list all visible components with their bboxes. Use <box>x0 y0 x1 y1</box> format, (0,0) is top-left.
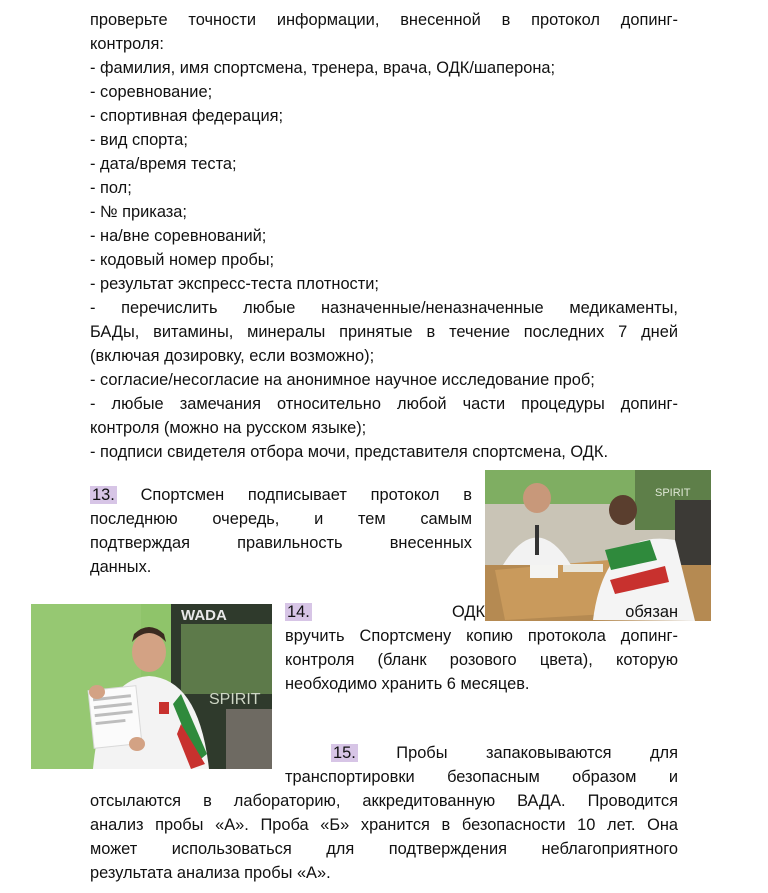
list-item: - соревнование; <box>90 83 213 101</box>
step14-line-4: необходимо хранить 6 месяцев. <box>285 675 530 693</box>
step13-line-1 <box>90 483 472 507</box>
meds-line-2: БАДы, витамины, минералы принятые в течение последних 7 дней <box>90 323 678 341</box>
signing-photo <box>485 470 711 621</box>
athlete-photo <box>31 604 272 769</box>
step14-line-3: контроля (бланк розового цвета), которую <box>285 651 678 669</box>
step15-text: Пробы запаковываются для <box>396 744 678 762</box>
list-item: - № приказа; <box>90 203 187 221</box>
step14-number: 14. <box>287 603 310 621</box>
intro-line-1: проверьте точности информации, внесенной в протокол допинг- <box>90 11 678 29</box>
list-item: - пол; <box>90 179 132 197</box>
list-item: - дата/время теста; <box>90 155 237 173</box>
list-item: - результат экспресс-теста плотности; <box>90 275 379 293</box>
step15-line-3: отсылаются в лабораторию, аккредитованную ВАДА. Проводится <box>90 792 678 810</box>
signatures-line: - подписи свидетеля отбора мочи, представителя спортсмена, ОДК. <box>90 443 609 461</box>
step13-line-4: данных. <box>90 558 152 576</box>
step15-number: 15. <box>333 744 356 762</box>
step15-line-6: результата анализа пробы «А». <box>90 864 331 882</box>
step13-line-3: подтверждая правильность внесенных <box>90 534 472 552</box>
step15-line-1 <box>331 741 678 765</box>
step15-line-5: может использоваться для подтверждения неблагоприятного <box>90 840 678 858</box>
meds-line-3: (включая дозировку, если возможно); <box>90 347 375 365</box>
step13-text: Спортсмен подписывает протокол в <box>140 486 472 504</box>
meds-line-1: - перечислить любые назначенные/неназначенные медикаменты, <box>90 299 678 317</box>
step15-line-4: анализ пробы «А». Проба «Б» хранится в безопасности 10 лет. Она <box>90 816 678 834</box>
step14-line-1 <box>285 600 678 624</box>
consent-line: - согласие/несогласие на анонимное научное исследование проб; <box>90 371 595 389</box>
list-item: - спортивная федерация; <box>90 107 284 125</box>
step13-number: 13. <box>92 486 115 504</box>
step13-line-2: последнюю очередь, и тем самым <box>90 510 472 528</box>
list-item: - кодовый номер пробы; <box>90 251 275 269</box>
remarks-line-1: - любые замечания относительно любой части процедуры допинг- <box>90 395 678 413</box>
athlete-banner-bottom: SPIRIT <box>209 691 261 708</box>
intro-line-2: контроля: <box>90 35 164 53</box>
step14-line-2: вручить Спортсмену копию протокола допинг- <box>285 627 678 645</box>
step15-line-2: транспортировки безопасным образом и <box>285 768 678 786</box>
signing-banner-text: SPIRIT <box>655 487 691 499</box>
step14-text: ОДК обязан <box>452 603 678 621</box>
remarks-line-2: контроля (можно на русском языке); <box>90 419 367 437</box>
list-item: - вид спорта; <box>90 131 188 149</box>
list-item: - на/вне соревнований; <box>90 227 267 245</box>
athlete-banner-top: WADA <box>181 607 227 624</box>
list-item: - фамилия, имя спортсмена, тренера, врача, ОДК/шаперона; <box>90 59 556 77</box>
